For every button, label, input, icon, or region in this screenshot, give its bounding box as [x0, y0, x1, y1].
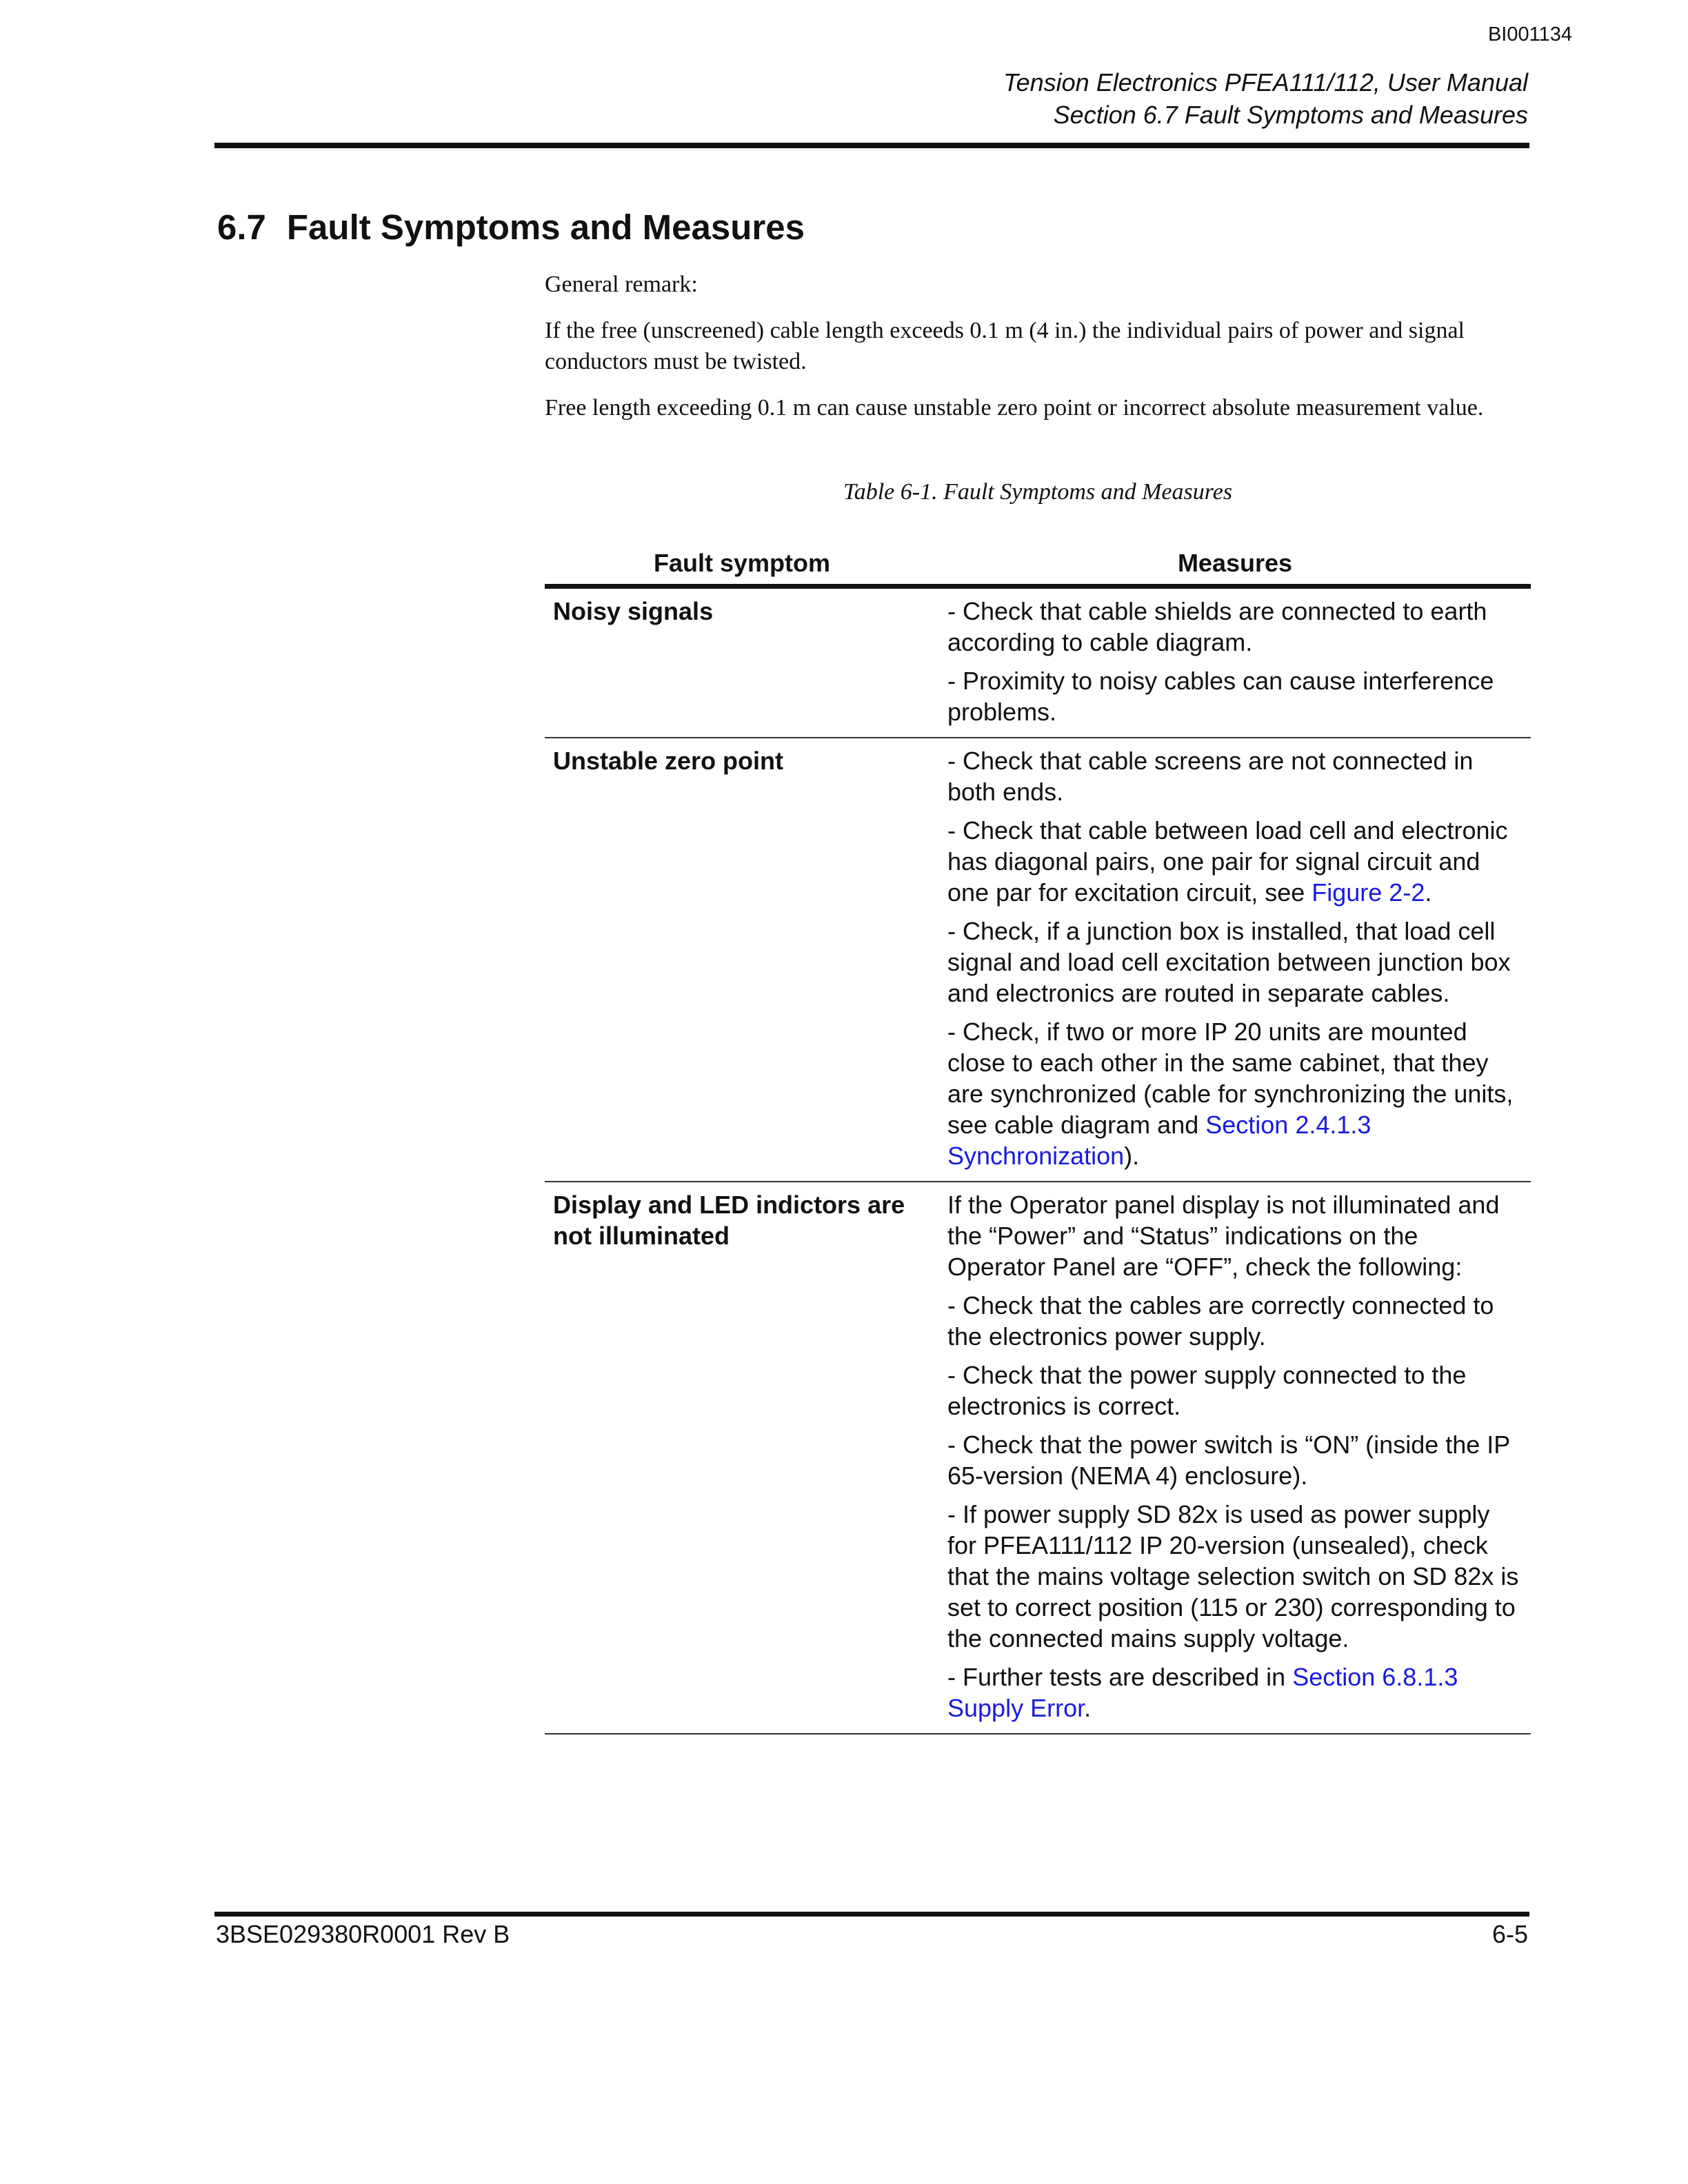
- measure-text-end: .: [1425, 878, 1432, 907]
- cross-reference-link[interactable]: Section 2.4.1.3 Synchronization: [947, 1111, 1372, 1170]
- section-heading: [217, 207, 805, 247]
- footer-rule: [214, 1912, 1529, 1917]
- measure-item: - Check that cable screens are not connected in both ends.: [947, 747, 1474, 806]
- measure-text: - Further tests are described in: [947, 1663, 1293, 1691]
- page-number: 6-5: [1491, 1920, 1528, 1948]
- measure-item: - If power supply SD 82x is used as power supply for PFEA111/112 IP 20-version (unsealed), check that the mains voltage selection switch on SD 82x is set to correct position (115 or 230) corresponding to the connected mains supply voltage.: [947, 1500, 1519, 1652]
- measure-text-end: .: [1084, 1694, 1092, 1722]
- measure-item: - Proximity to noisy cables can cause interference problems.: [947, 667, 1494, 726]
- measure-item: - Check that cable shields are connected to earth according to cable diagram.: [947, 597, 1487, 656]
- measure-item: - Check that the cables are correctly connected to the electronics power supply.: [947, 1291, 1494, 1351]
- measure-item: [947, 1661, 1523, 1723]
- fault-table: [545, 545, 1531, 1735]
- measure-text: - Check that cable between load cell and electronic has diagonal pairs, one pair for signal circuit and one par for excitation circuit, see: [947, 816, 1508, 907]
- measure-item: - Check, if a junction box is installed, that load cell signal and load cell excitation between junction box and electronics are routed in separate cables.: [947, 917, 1511, 1007]
- table-row: [545, 587, 1531, 738]
- fault-symptom-cell: Display and LED indictors are not illuminated: [545, 1182, 939, 1734]
- paragraph-free-length: Free length exceeding 0.1 m can cause unstable zero point or incorrect absolute measurement value.: [545, 395, 1484, 421]
- table-row: [545, 1182, 1531, 1734]
- general-remark-label: General remark:: [545, 272, 698, 297]
- measure-item: [947, 1016, 1523, 1171]
- table-header-row: [545, 545, 1531, 587]
- measure-text-end: ).: [1124, 1142, 1140, 1170]
- measures-cell: [939, 738, 1531, 1182]
- document-id: BI001134: [1487, 23, 1572, 46]
- cross-reference-link[interactable]: Figure 2-2: [1312, 878, 1425, 907]
- table-row: [545, 738, 1531, 1182]
- body-text: [545, 269, 1531, 438]
- paragraph-twisted-pairs: If the free (unscreened) cable length exceeds 0.1 m (4 in.) the individual pairs of power and signal conductors must be twisted.: [545, 318, 1465, 374]
- header-manual-title: Tension Electronics PFEA111/112, User Manual: [1003, 68, 1528, 97]
- measure-item: [947, 815, 1523, 908]
- fault-symptom-cell: Noisy signals: [545, 587, 939, 738]
- measure-item: - Check that the power supply connected to the electronics is correct.: [947, 1361, 1467, 1420]
- running-header: [1003, 66, 1528, 131]
- section-title: Fault Symptoms and Measures: [286, 208, 805, 247]
- measure-item: If the Operator panel display is not illuminated and the “Power” and “Status” indications on the Operator Panel are “OFF”, check the following:: [947, 1191, 1500, 1281]
- column-header-measures: Measures: [939, 545, 1531, 587]
- table-caption: Table 6-1. Fault Symptoms and Measures: [843, 479, 1233, 505]
- section-number: 6.7: [217, 208, 266, 247]
- fault-symptom-cell: Unstable zero point: [545, 738, 939, 1182]
- header-rule: [214, 143, 1529, 148]
- footer-doc-number: 3BSE029380R0001 Rev B: [216, 1920, 510, 1948]
- measure-item: - Check that the power switch is “ON” (inside the IP 65-version (NEMA 4) enclosure).: [947, 1430, 1510, 1490]
- measures-cell: [939, 587, 1531, 738]
- cross-reference-link[interactable]: Section 6.8.1.3 Supply Error: [947, 1663, 1458, 1722]
- table-body: [545, 587, 1531, 1735]
- measures-cell: [939, 1182, 1531, 1734]
- column-header-symptom: Fault symptom: [545, 545, 939, 587]
- header-section-title: Section 6.7 Fault Symptoms and Measures: [1053, 101, 1528, 129]
- measure-text: - Check, if two or more IP 20 units are mounted close to each other in the same cabinet, that they are synchronized (cable for synchronizing the units, see cable diagram and: [947, 1018, 1514, 1139]
